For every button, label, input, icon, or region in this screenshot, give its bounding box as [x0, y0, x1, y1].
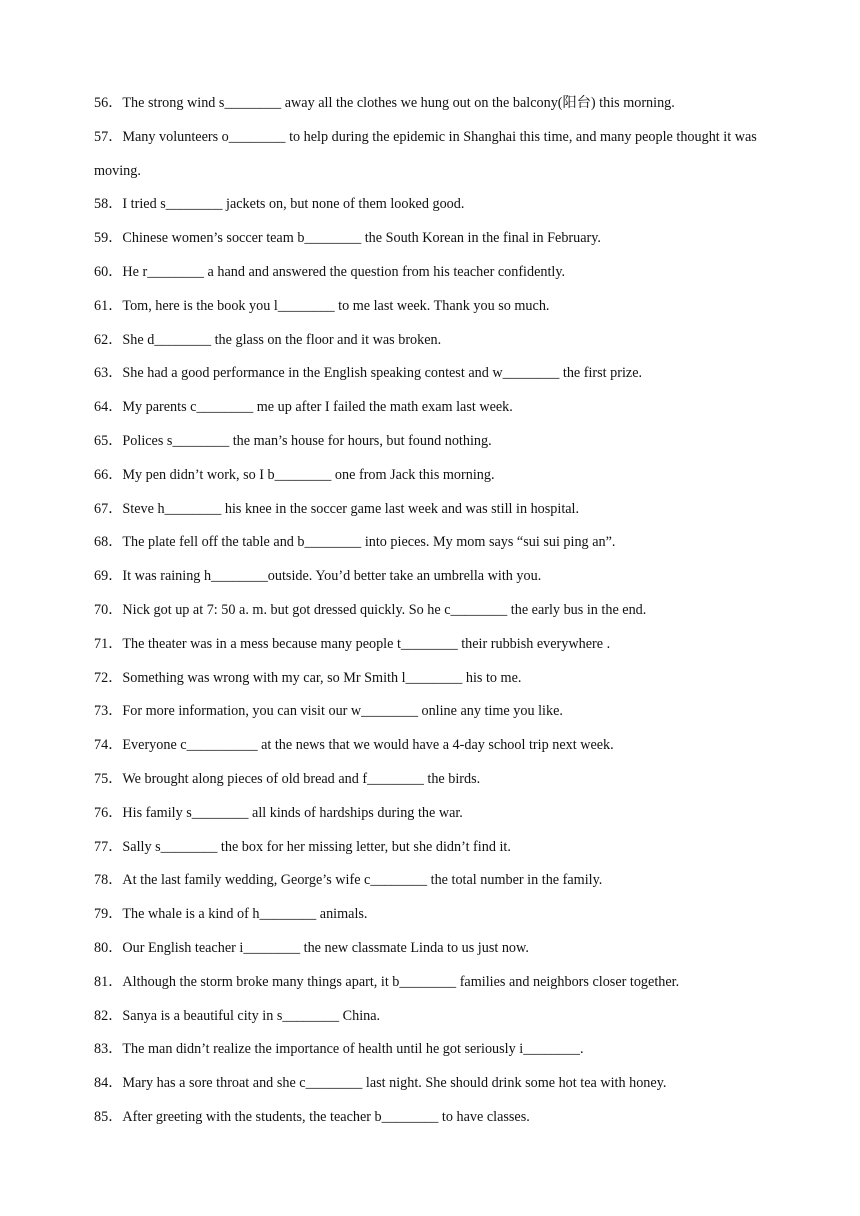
question-text: Steve h________ his knee in the soccer game last week and was still in hospital.: [122, 500, 580, 517]
question-text: He r________ a hand and answered the question from his teacher confidently.: [122, 263, 566, 280]
question-number: 71．: [94, 635, 123, 652]
question-item: [94, 594, 774, 628]
question-number: 77．: [94, 838, 123, 855]
question-text: The theater was in a mess because many people t________ their rubbish everywhere .: [122, 635, 611, 652]
question-number: 72．: [94, 669, 123, 686]
question-text: Polices s________ the man’s house for hours, but found nothing.: [122, 432, 492, 449]
question-item: [94, 121, 774, 189]
question-text: Sanya is a beautiful city in s________ China.: [122, 1007, 381, 1024]
question-item: [94, 729, 774, 763]
question-number: 75．: [94, 770, 123, 787]
question-item: [94, 966, 774, 1000]
question-text: We brought along pieces of old bread and f________ the birds.: [122, 770, 481, 787]
question-text: It was raining h________outside. You’d better take an umbrella with you.: [122, 568, 542, 585]
question-item: [94, 188, 774, 222]
question-text: She d________ the glass on the floor and it was broken.: [122, 331, 442, 348]
question-number: 84．: [94, 1075, 123, 1092]
question-text: Tom, here is the book you l________ to me last week. Thank you so much.: [122, 297, 550, 314]
question-item: [94, 864, 774, 898]
question-number: 58．: [94, 196, 123, 213]
question-text: Mary has a sore throat and she c________ last night. She should drink some hot tea with honey.: [122, 1075, 667, 1092]
question-item: [94, 324, 774, 358]
question-item: [94, 898, 774, 932]
question-number: 59．: [94, 230, 123, 247]
question-text: After greeting with the students, the teacher b________ to have classes.: [122, 1108, 530, 1125]
question-item: [94, 1033, 774, 1067]
question-item: [94, 425, 774, 459]
question-number: 66．: [94, 466, 123, 483]
question-number: 78．: [94, 872, 123, 889]
question-number: 70．: [94, 601, 123, 618]
question-number: 74．: [94, 737, 123, 754]
question-text: Nick got up at 7: 50 a. m. but got dressed quickly. So he c________ the early bus in the end.: [122, 601, 647, 618]
question-text: The whale is a kind of h________ animals.: [122, 906, 368, 923]
question-item: [94, 391, 774, 425]
question-text: His family s________ all kinds of hardships during the war.: [122, 804, 463, 821]
question-item: [94, 831, 774, 865]
question-text: The strong wind s________ away all the clothes we hung out on the balcony(阳台) this morning.: [122, 95, 675, 111]
question-number: 76．: [94, 804, 123, 821]
question-number: 85．: [94, 1108, 123, 1125]
question-text: Chinese women’s soccer team b________ the South Korean in the final in February.: [122, 230, 601, 247]
question-number: 83．: [94, 1041, 123, 1058]
question-text: For more information, you can visit our w________ online any time you like.: [122, 703, 563, 720]
question-number: 81．: [94, 973, 123, 990]
question-number: 57．: [94, 128, 123, 145]
question-item: [94, 797, 774, 831]
question-number: 61．: [94, 297, 123, 314]
question-text: I tried s________ jackets on, but none of them looked good.: [122, 196, 465, 213]
question-item: [94, 662, 774, 696]
question-item: [94, 256, 774, 290]
question-text: Everyone c__________ at the news that we would have a 4-day school trip next week.: [122, 737, 614, 754]
question-number: 63．: [94, 365, 123, 382]
question-text: She had a good performance in the English speaking contest and w________ the first prize.: [122, 365, 643, 382]
question-text: Although the storm broke many things apart, it b________ families and neighbors closer together.: [122, 973, 680, 990]
question-text: At the last family wedding, George’s wife c________ the total number in the family.: [122, 872, 603, 889]
question-item: [94, 1000, 774, 1034]
question-number: 73．: [94, 703, 123, 720]
question-text: The man didn’t realize the importance of health until he got seriously i________.: [122, 1041, 584, 1058]
question-number: 79．: [94, 906, 123, 923]
question-number: 80．: [94, 939, 123, 956]
question-list: [94, 87, 774, 1135]
question-item: [94, 493, 774, 527]
question-number: 56．: [94, 95, 123, 111]
question-number: 68．: [94, 534, 123, 551]
question-item: [94, 459, 774, 493]
question-item: [94, 290, 774, 324]
question-number: 82．: [94, 1007, 123, 1024]
question-number: 67．: [94, 500, 123, 517]
question-item: [94, 628, 774, 662]
question-item: [94, 1101, 774, 1135]
question-number: 62．: [94, 331, 123, 348]
question-item: [94, 87, 774, 121]
question-item: [94, 1067, 774, 1101]
question-number: 60．: [94, 263, 123, 280]
question-text: Something was wrong with my car, so Mr Smith l________ his to me.: [122, 669, 522, 686]
question-text: The plate fell off the table and b________ into pieces. My mom says “sui sui ping an”.: [122, 534, 616, 551]
question-item: [94, 695, 774, 729]
question-item: [94, 763, 774, 797]
question-item: [94, 357, 774, 391]
question-text: Sally s________ the box for her missing letter, but she didn’t find it.: [122, 838, 511, 855]
question-item: [94, 932, 774, 966]
question-number: 65．: [94, 432, 123, 449]
question-item: [94, 526, 774, 560]
question-number: 69．: [94, 568, 123, 585]
question-item: [94, 560, 774, 594]
question-text: Our English teacher i________ the new classmate Linda to us just now.: [122, 939, 529, 956]
question-text: My pen didn’t work, so I b________ one from Jack this morning.: [122, 466, 495, 483]
question-item: [94, 222, 774, 256]
question-number: 64．: [94, 399, 123, 416]
question-text: Many volunteers o________ to help during the epidemic in Shanghai this time, and many people thought it was moving.: [94, 128, 761, 179]
question-text: My parents c________ me up after I failed the math exam last week.: [122, 399, 513, 416]
